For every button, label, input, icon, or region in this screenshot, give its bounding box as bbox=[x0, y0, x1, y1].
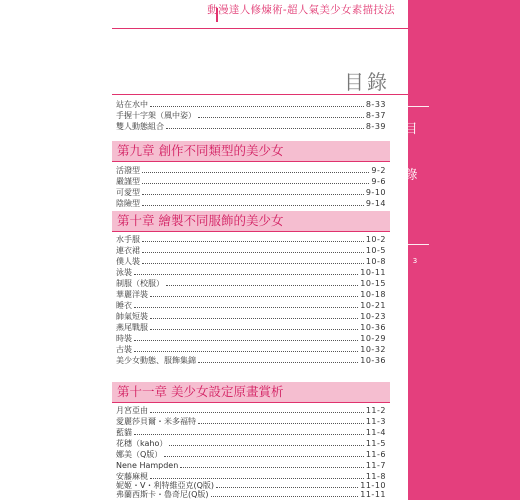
toc-entry[interactable] bbox=[116, 199, 386, 209]
toc-entry-title: 妮姬・V・利特維亞克(Q版) bbox=[116, 481, 215, 490]
toc-entry-page: 11-10 bbox=[360, 481, 386, 490]
toc-entry-title: 月宮亞由 bbox=[116, 406, 148, 415]
toc-entry-title: 花穗（kaho） bbox=[116, 439, 168, 448]
toc-leader bbox=[142, 240, 364, 242]
toc-leader bbox=[142, 182, 369, 184]
toc-entry-title: 陰險型 bbox=[116, 199, 140, 208]
toc-entry-page: 10-36 bbox=[360, 356, 386, 365]
toc-entry-title: 站在水中 bbox=[116, 100, 148, 109]
toc-entry-page: 10-2 bbox=[365, 235, 386, 244]
toc-leader bbox=[150, 411, 364, 413]
toc-leader bbox=[164, 455, 364, 457]
toc-leader bbox=[142, 262, 364, 264]
side-tab-char-1: 目 bbox=[404, 122, 418, 137]
toc-entry[interactable] bbox=[116, 100, 386, 110]
toc-leader bbox=[198, 116, 364, 118]
toc-entry[interactable] bbox=[116, 111, 386, 121]
toc-entry-page: 9-14 bbox=[365, 199, 386, 208]
toc-entry[interactable] bbox=[116, 312, 386, 322]
toc-entry-page: 10-5 bbox=[365, 246, 386, 255]
toc-entry[interactable] bbox=[116, 323, 386, 333]
toc-entry[interactable] bbox=[116, 246, 386, 256]
toc-leader bbox=[134, 350, 358, 352]
chapter-heading-band bbox=[112, 141, 390, 161]
toc-entry[interactable] bbox=[116, 439, 386, 449]
toc-entry-page: 11-4 bbox=[365, 428, 386, 437]
toc-leader bbox=[198, 422, 364, 424]
toc-entry-title: 安藤麻梘 bbox=[116, 472, 148, 481]
toc-leader bbox=[150, 295, 358, 297]
toc-entry-page: 10-15 bbox=[360, 279, 386, 288]
toc-leader bbox=[150, 317, 358, 319]
side-tab bbox=[408, 0, 520, 500]
toc-entry-page: 10-32 bbox=[360, 345, 386, 354]
toc-entry-page: 8-39 bbox=[365, 122, 386, 131]
toc-leader bbox=[142, 171, 369, 173]
toc-entry-title: 華麗洋裝 bbox=[116, 290, 148, 299]
book-title: 動漫達人修煉術-超人氣美少女素描技法 bbox=[207, 4, 395, 16]
toc-entry-page: 10-8 bbox=[365, 257, 386, 266]
toc-entry-page: 11-3 bbox=[365, 417, 386, 426]
chapter-heading: 第九章 創作不同類型的美少女 bbox=[117, 143, 284, 158]
toc-entry-page: 9-6 bbox=[371, 177, 386, 186]
chapter-heading-rule bbox=[112, 231, 390, 232]
toc-entry-title: 雙人動態組合 bbox=[116, 122, 164, 131]
toc-entry[interactable] bbox=[116, 428, 386, 438]
toc-leader bbox=[169, 444, 363, 446]
header-rule bbox=[112, 28, 408, 29]
toc-entry-page: 11-6 bbox=[365, 450, 386, 459]
toc-leader bbox=[150, 105, 364, 107]
title-rule bbox=[112, 94, 408, 95]
toc-entry[interactable] bbox=[116, 301, 386, 311]
toc-entry-page: 8-37 bbox=[365, 111, 386, 120]
toc-leader bbox=[150, 477, 364, 479]
toc-entry-title: 制服（校服） bbox=[116, 279, 164, 288]
toc-leader bbox=[134, 306, 358, 308]
toc-entry-title: 帥氣短裝 bbox=[116, 312, 148, 321]
toc-leader bbox=[198, 361, 358, 363]
toc-entry-title: 手握十字架（風中姿） bbox=[116, 111, 196, 120]
chapter-heading-band bbox=[112, 382, 390, 402]
toc-entry[interactable] bbox=[116, 268, 386, 278]
toc-entry-title: 古裝 bbox=[116, 345, 132, 354]
chapter-heading-band bbox=[112, 211, 390, 231]
toc-entry[interactable] bbox=[116, 188, 386, 198]
toc-entry-title: Nene Hampden bbox=[116, 461, 179, 470]
toc-entry-title: 活潑型 bbox=[116, 166, 140, 175]
toc-entry-title: 僕人裝 bbox=[116, 257, 140, 266]
toc-entry-page: 10-36 bbox=[360, 323, 386, 332]
toc-entry-title: 燕尾戰服 bbox=[116, 323, 148, 332]
toc-entry-page: 11-7 bbox=[365, 461, 386, 470]
toc-entry[interactable] bbox=[116, 417, 386, 427]
page-number: 3 bbox=[412, 257, 418, 265]
toc-entry[interactable] bbox=[116, 166, 386, 176]
toc-leader bbox=[134, 339, 358, 341]
toc-entry[interactable] bbox=[116, 450, 386, 460]
toc-entry-title: 嚴謹型 bbox=[116, 177, 140, 186]
toc-entry[interactable] bbox=[116, 177, 386, 187]
toc-leader bbox=[134, 433, 364, 435]
toc-entry-title: 泳裝 bbox=[116, 268, 132, 277]
side-tab-rule-bottom bbox=[403, 244, 429, 245]
toc-entry[interactable] bbox=[116, 356, 386, 366]
toc-entry[interactable] bbox=[116, 290, 386, 300]
toc-entry-page: 11-8 bbox=[365, 472, 386, 481]
toc-leader bbox=[166, 127, 364, 129]
toc-entry-title: 睡衣 bbox=[116, 301, 132, 310]
toc-entry[interactable] bbox=[116, 279, 386, 289]
toc-entry-page: 10-29 bbox=[360, 334, 386, 343]
page-title: 目錄 bbox=[344, 70, 390, 94]
toc-entry-title: 時裝 bbox=[116, 334, 132, 343]
toc-entry-page: 11-11 bbox=[360, 490, 386, 499]
toc-entry-title: 愛麗莎貝爾・米多福特 bbox=[116, 417, 196, 426]
toc-entry-page: 9-10 bbox=[365, 188, 386, 197]
toc-entry[interactable] bbox=[116, 461, 386, 471]
toc-entry-title: 藍貓 bbox=[116, 428, 132, 437]
toc-entry-page: 10-21 bbox=[360, 301, 386, 310]
chapter-heading-rule bbox=[112, 402, 390, 403]
toc-entry-page: 10-11 bbox=[360, 268, 386, 277]
toc-leader bbox=[216, 486, 358, 488]
toc-entry[interactable] bbox=[116, 334, 386, 344]
toc-leader bbox=[142, 251, 364, 253]
toc-entry[interactable] bbox=[116, 490, 386, 500]
toc-entry-title: 弗蘭西斯卡・魯奇尼(Q版) bbox=[116, 490, 209, 499]
toc-entry[interactable] bbox=[116, 345, 386, 355]
toc-entry-title: 連衣裙 bbox=[116, 246, 140, 255]
toc-leader bbox=[180, 466, 364, 468]
toc-leader bbox=[134, 273, 358, 275]
chapter-heading-rule bbox=[112, 161, 390, 162]
toc-entry[interactable] bbox=[116, 406, 386, 416]
toc-leader bbox=[211, 495, 359, 497]
toc-leader bbox=[150, 328, 358, 330]
chapter-heading: 第十一章 美少女設定原畫賞析 bbox=[117, 384, 284, 399]
toc-entry-title: 美少女動態、服飾集錦 bbox=[116, 356, 196, 365]
toc-entry-page: 9-2 bbox=[371, 166, 386, 175]
toc-entry-page: 11-5 bbox=[365, 439, 386, 448]
toc-leader bbox=[142, 193, 364, 195]
side-tab-char-2: 錄 bbox=[404, 168, 418, 183]
chapter-heading: 第十章 繪製不同服飾的美少女 bbox=[117, 213, 284, 228]
toc-entry-page: 10-23 bbox=[360, 312, 386, 321]
toc-entry[interactable] bbox=[116, 257, 386, 267]
toc-leader bbox=[166, 284, 358, 286]
toc-entry-page: 11-2 bbox=[365, 406, 386, 415]
side-tab-rule-top bbox=[403, 106, 429, 107]
toc-entry-page: 8-33 bbox=[365, 100, 386, 109]
toc-entry[interactable] bbox=[116, 235, 386, 245]
toc-entry-title: 可愛型 bbox=[116, 188, 140, 197]
toc-leader bbox=[142, 204, 364, 206]
toc-entry-title: 娜美（Q版） bbox=[116, 450, 163, 459]
toc-entry-page: 10-18 bbox=[360, 290, 386, 299]
toc-entry[interactable] bbox=[116, 122, 386, 132]
toc-entry-title: 水手服 bbox=[116, 235, 140, 244]
